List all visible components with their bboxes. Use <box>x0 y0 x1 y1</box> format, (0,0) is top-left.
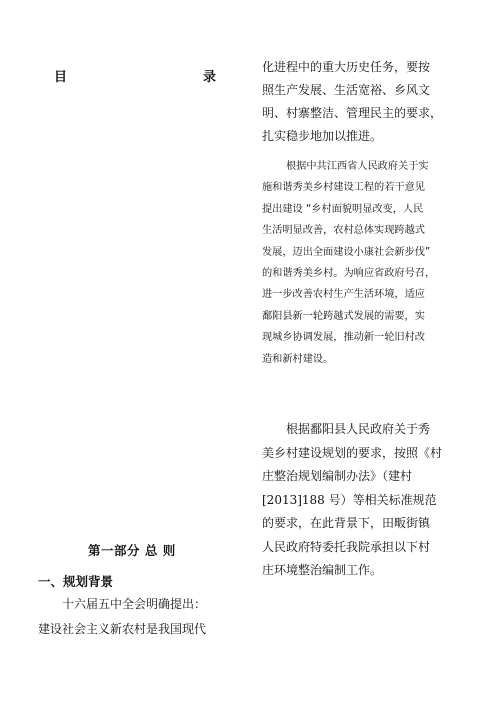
text-line: 人民政府特委托我院承担以下村 <box>262 539 431 554</box>
text-line: 照生产发展、生活宽裕、乡风文 <box>262 83 431 97</box>
text-line: 化进程中的重大历史任务，要按 <box>262 60 431 74</box>
text-line: 现城乡协调发展，推动新一轮旧村改 <box>262 332 425 344</box>
text-line: 根据中共江西省人民政府关于实 <box>286 161 429 172</box>
left-paragraph <box>38 592 218 641</box>
text-line: 施和谐秀美乡村建设工程的若干意见 <box>262 182 425 194</box>
text-line: 庄环境整治编制工作。 <box>262 563 383 577</box>
text-line: 十六届五中全会明确提出： <box>62 597 207 611</box>
text-line: 生活明显改善，农村总体实现跨越式 <box>262 225 425 237</box>
text-line: 扎实稳步地加以推进。 <box>262 129 383 143</box>
toc-title-char-2: 录 <box>202 70 216 85</box>
text-line: 提出建设 “乡村面貌明显改变，人民 <box>262 203 424 215</box>
text-line: 的和谐秀美乡村。为响应省政府号召， <box>262 268 436 280</box>
toc-title <box>54 66 216 86</box>
text-line: 建设社会主义新农村是我国现代 <box>38 621 207 636</box>
text-line: 明、村寨整洁、管理民主的要求， <box>262 106 443 120</box>
section-heading: 一、规划背景 <box>38 574 114 589</box>
text-line: 的要求，在此背景下，田畈街镇 <box>262 516 431 530</box>
right-paragraph-2 <box>262 156 434 370</box>
part-heading: 第一部分 总 则 <box>88 543 176 558</box>
text-line: 根据鄱阳县人民政府关于秀 <box>286 422 431 436</box>
right-paragraph-1 <box>262 56 443 148</box>
text-line: 发展，迈出全面建设小康社会新步伐” <box>262 246 431 258</box>
text-line: [2013]188 号）等相关标准规范 <box>262 492 437 507</box>
text-line: 造和新村建设。 <box>262 353 334 365</box>
right-paragraph-3 <box>262 418 443 583</box>
text-line: 鄱阳县新一轮跨越式发展的需要，实 <box>262 310 425 322</box>
toc-title-char-1: 目 <box>54 70 68 85</box>
text-line: 进一步改善农村生产生活环境，适应 <box>262 289 425 301</box>
text-line: 美乡村建设规划的要求，按照《村 <box>262 445 443 460</box>
text-line: 庄整治规划编制办法》（建村 <box>262 469 413 483</box>
